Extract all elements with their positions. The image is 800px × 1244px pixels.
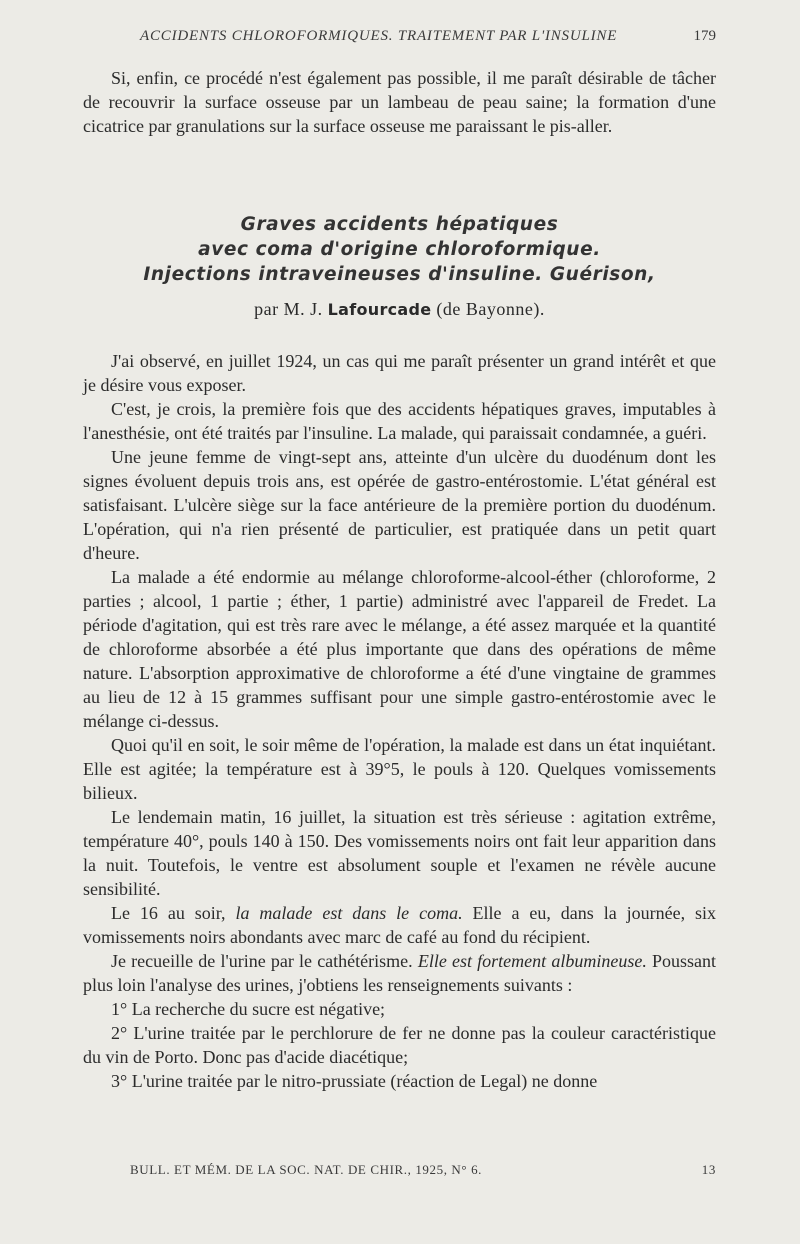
title-line: Injections intraveineuses d'insuline. Guérison, xyxy=(143,264,656,285)
urine-text-after: Poussant plus loin l'analyse des urines, j'obtiens les renseignements suivants : xyxy=(83,951,717,995)
running-head xyxy=(140,28,716,50)
byline xyxy=(83,297,716,322)
finding-item: 1° La recherche du sucre est négative; xyxy=(111,999,386,1019)
running-title: ACCIDENTS CHLOROFORMIQUES. TRAITEMENT PAR L'INSULINE xyxy=(140,28,618,44)
urine-text-before: Je recueille de l'urine par le cathétérisme. xyxy=(111,951,413,971)
article-title xyxy=(83,212,716,287)
title-line: avec coma d'origine chloroformique. xyxy=(198,239,601,260)
finding-item: 3° L'urine traitée par le nitro-prussiate (réaction de Legal) ne donne xyxy=(111,1071,598,1091)
page-number: 179 xyxy=(693,28,716,44)
body-paragraph: Une jeune femme de vingt-sept ans, atteinte d'un ulcère du duodénum dont les signes évoluent depuis trois ans, est opérée de gastro-entérostomie. L'état général est satisfaisant. L'ulcère siège sur la face antérieure de la première portion du duodénum. L'opération, qui n'a rien présenté de particulier, est pratiquée dans un petit quart d'heure. xyxy=(83,447,716,563)
urine-paragraph xyxy=(83,949,716,997)
title-line: Graves accidents hépatiques xyxy=(240,214,559,235)
journal-citation: BULL. ET MÉM. DE LA SOC. NAT. DE CHIR., 1925, N° 6. xyxy=(130,1162,483,1177)
sheet-number: 13 xyxy=(701,1162,716,1177)
coma-text-after: Elle a eu, dans la journée, six vomissements noirs abondants avec marc de café au fond du récipient. xyxy=(83,903,717,947)
page-footer xyxy=(130,1162,716,1182)
author-name: Lafourcade xyxy=(327,300,432,319)
body-paragraph: Le lendemain matin, 16 juillet, la situation est très sérieuse : agitation extrême, température 40°, pouls 140 à 150. Des vomissements noirs ont fait leur apparition dans la nuit. Toutefois, le ventre est absolument souple et l'examen ne révèle aucune sensibilité. xyxy=(83,807,716,899)
coma-emphasis: la malade est dans le coma. xyxy=(235,903,463,923)
body-paragraph: La malade a été endormie au mélange chloroforme-alcool-éther (chloroforme, 2 parties ; alcool, 1 partie ; éther, 1 partie) administré avec l'appareil de Fredet. La période d'agitation, qui est très rare avec le mélange, a été assez marquée et la quantité de chloroforme absorbée a été plus importante que dans des opérations de même nature. L'absorption approximative de chloroforme a été d'une vingtaine de grammes au lieu de 12 à 15 grammes suffisant pour une simple gastro-entérostomie avec le mélange ci-dessus. xyxy=(83,567,716,731)
byline-prefix: par M. J. xyxy=(254,299,323,319)
body-paragraph: Quoi qu'il en soit, le soir même de l'opération, la malade est dans un état inquiétant. Elle est agitée; la température est à 39°5, le pouls à 120. Quelques vomissements bilieux. xyxy=(83,735,716,803)
intro-section xyxy=(83,66,716,138)
urine-emphasis: Elle est fortement albumineuse. xyxy=(417,951,647,971)
finding-item: 2° L'urine traitée par le perchlorure de fer ne donne pas la couleur caractéristique du vin de Porto. Donc pas d'acide diacétique; xyxy=(83,1023,716,1067)
byline-affiliation: (de Bayonne). xyxy=(436,299,545,319)
intro-paragraph: Si, enfin, ce procédé n'est également pas possible, il me paraît désirable de tâcher de recouvrir la surface osseuse par un lambeau de peau saine; la formation d'une cicatrice par granulations sur la surface osseuse me paraissant le pis-aller. xyxy=(83,68,716,136)
article-body xyxy=(83,349,716,1093)
body-paragraph: J'ai observé, en juillet 1924, un cas qui me paraît présenter un grand intérêt et que je désire vous exposer. xyxy=(83,351,716,395)
coma-paragraph xyxy=(83,901,716,949)
coma-text-before: Le 16 au soir, xyxy=(111,903,226,923)
body-paragraph: C'est, je crois, la première fois que des accidents hépatiques graves, imputables à l'anesthésie, ont été traités par l'insuline. La malade, qui paraissait condamnée, a guéri. xyxy=(83,399,716,443)
